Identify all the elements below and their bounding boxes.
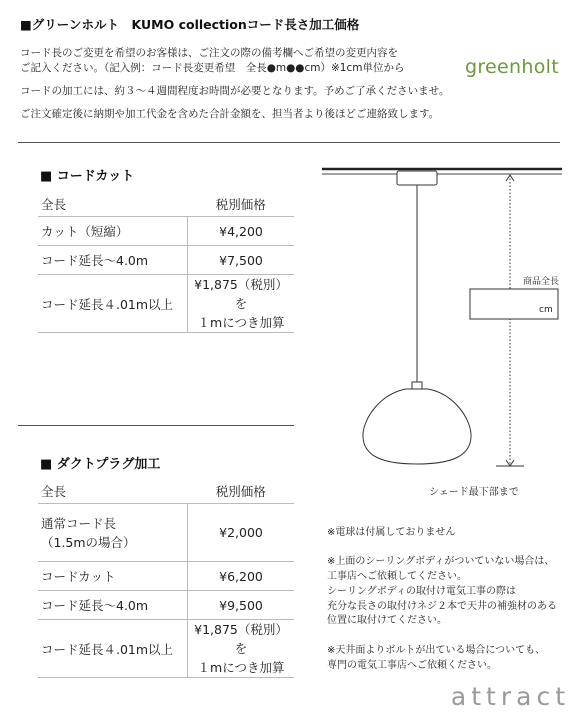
- section-divider: [18, 142, 560, 143]
- header-length: 全長: [38, 478, 188, 504]
- cord-cut-heading: ■ コードカット: [40, 169, 135, 184]
- row-label: コード延長４.01m以上: [38, 620, 188, 678]
- lamp-socket: [412, 382, 422, 389]
- length-label: 商品全長: [523, 277, 560, 287]
- ceiling-canopy: [397, 171, 437, 185]
- table-row: [38, 275, 294, 333]
- row-price: [188, 275, 295, 333]
- header-price: 税別価格: [188, 191, 295, 217]
- pendant-lamp-diagram: [300, 150, 570, 500]
- note-line: ※上面のシーリングボディがついていない場合は、: [327, 556, 555, 567]
- row-label: [38, 504, 188, 562]
- row-label: カット（短縮）: [38, 217, 188, 246]
- label-line-2: （1.5mの場合）: [41, 534, 136, 550]
- arrow-up-icon: [506, 175, 514, 181]
- attract-logo: attract: [450, 682, 570, 711]
- note-line: ※電球は付属しておりません: [327, 527, 456, 538]
- section-divider: [18, 425, 294, 426]
- page-title: ■グリーンホルト KUMO collectionコード長さ加工価格: [20, 17, 360, 32]
- row-price: ¥4,200: [188, 217, 295, 246]
- table-row: [38, 504, 294, 562]
- table-header-row: [38, 478, 294, 504]
- shade-bottom-label: シェード最下部まで: [429, 487, 519, 498]
- table-row: [38, 591, 294, 620]
- row-label: コード延長～4.0m: [38, 246, 188, 275]
- unit-label: cm: [539, 305, 553, 315]
- row-label: コード延長４.01m以上: [38, 275, 188, 333]
- note-line: 位置に取付けてください。: [327, 615, 447, 626]
- table-row: [38, 246, 294, 275]
- note-line: シーリングボディの取付け電気工事の際は: [327, 586, 516, 597]
- duct-plug-heading: ■ ダクトプラグ加工: [40, 457, 161, 472]
- row-label: コードカット: [38, 562, 188, 591]
- duct-plug-table: [38, 478, 294, 678]
- intro-line-4: ご注文確定後に納期や加工代金を含めた合計金額を、担当者より後ほどご連絡致します。: [20, 108, 440, 120]
- price-line-2: １mにつき加算: [197, 660, 285, 675]
- table-header-row: [38, 191, 294, 217]
- price-line-1: ¥1,875（税別）を: [194, 622, 288, 656]
- intro-line-1: コード長のご変更を希望のお客様は、ご注文の際の備考欄へご希望の変更内容を: [20, 47, 398, 59]
- row-price: ¥6,200: [188, 562, 295, 591]
- table-row: [38, 620, 294, 678]
- row-label: コード延長～4.0m: [38, 591, 188, 620]
- note-line: 専門の電気工事店へご依頼ください。: [327, 660, 497, 671]
- row-price: ¥2,000: [188, 504, 295, 562]
- price-line-2: １mにつき加算: [197, 315, 285, 330]
- note-line: ※天井面よりボルトが出ている場合についても、: [327, 645, 546, 656]
- label-line-1: 通常コード長: [41, 515, 117, 531]
- note-line: 充分な長さの取付けネジ２本で天井の補強材のある: [327, 601, 557, 612]
- table-row: [38, 562, 294, 591]
- lamp-shade: [363, 389, 471, 464]
- header-price: 税別価格: [188, 478, 295, 504]
- price-line-1: ¥1,875（税別）を: [194, 277, 288, 311]
- row-price: [188, 620, 295, 678]
- greenholt-logo: greenholt: [465, 56, 559, 78]
- table-row: [38, 217, 294, 246]
- intro-line-2: ご記入ください。（記入例：コード長変更希望 全長●m●●cm）※1cm単位から: [20, 62, 405, 74]
- cord-cut-table: [38, 191, 294, 333]
- note-line: 工事店へご依頼してください。: [327, 571, 467, 582]
- intro-line-3: コードの加工には、約３～４週間程度お時間が必要となります。予めご了承くださいませ。: [20, 85, 450, 97]
- row-price: ¥7,500: [188, 246, 295, 275]
- row-price: ¥9,500: [188, 591, 295, 620]
- header-length: 全長: [38, 191, 188, 217]
